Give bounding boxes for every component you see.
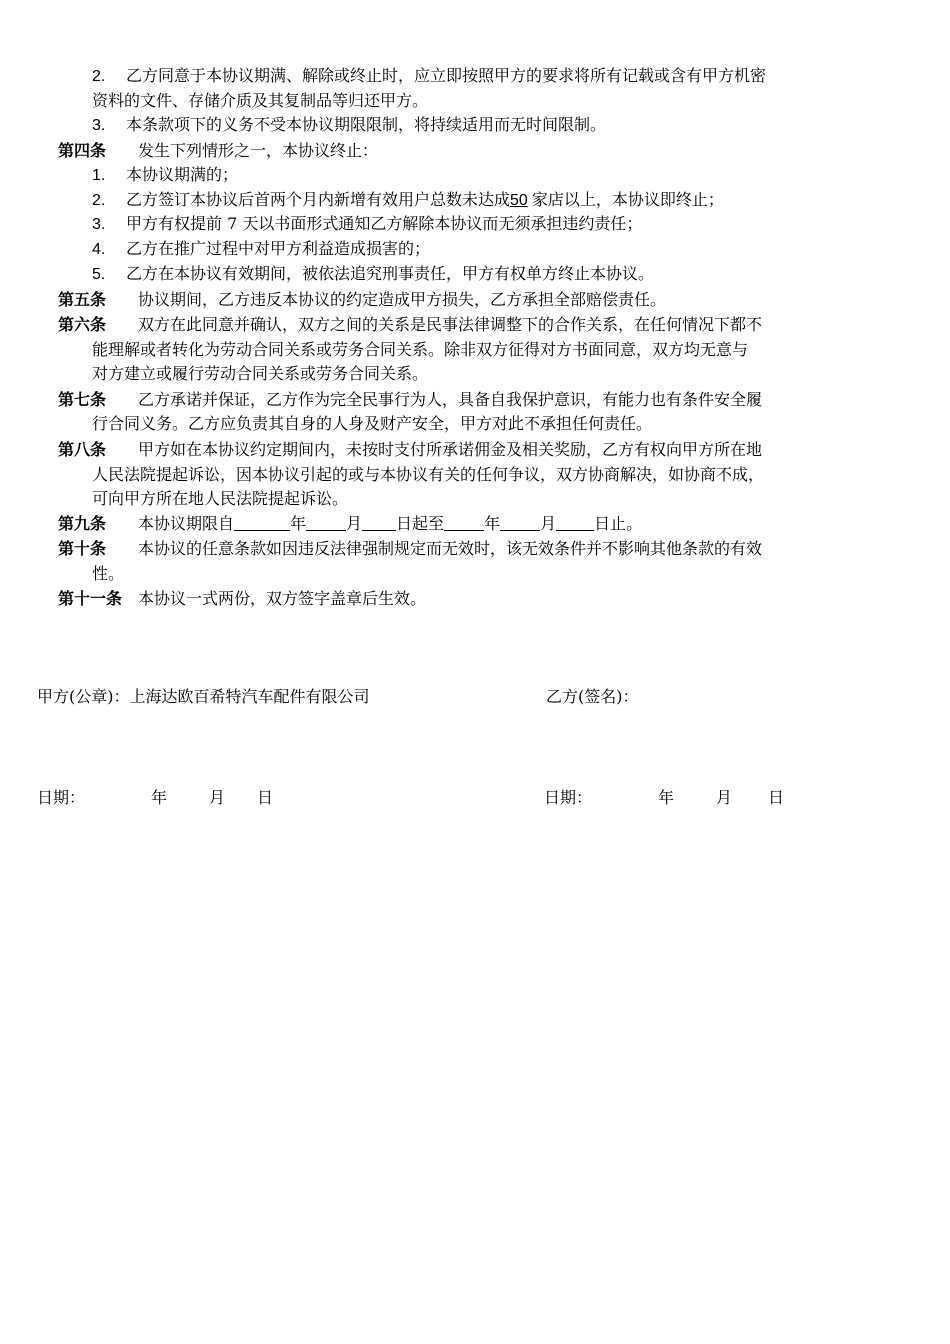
- item-text: 乙方在本协议有效期间，被依法追究刑事责任，甲方有权单方终止本协议。: [126, 264, 655, 283]
- party-a-date: [37, 786, 273, 810]
- item-number: 5.: [92, 266, 106, 283]
- item-number: 4.: [92, 241, 106, 258]
- blank-month-start[interactable]: [306, 514, 346, 531]
- month-label: 月: [346, 514, 363, 533]
- item-text: 本协议期满的；: [126, 165, 239, 184]
- month-label: 月: [540, 514, 557, 533]
- date-label: 日期：: [37, 788, 86, 807]
- date-label: 日期：: [544, 788, 593, 807]
- article-label: 第四条: [58, 141, 107, 160]
- article-label: 第六条: [58, 315, 107, 334]
- item-text: 家店以上，本协议即终止；: [531, 190, 724, 209]
- article4-item2: [92, 188, 724, 213]
- item-number: 3.: [92, 117, 106, 134]
- party-b-signature: 乙方(签名)：: [546, 687, 639, 706]
- article-text: 乙方承诺并保证，乙方作为完全民事行为人，具备自我保护意识，有能力也有条件安全履: [138, 390, 763, 409]
- blank-day-start[interactable]: [362, 514, 396, 531]
- article8-line1: [58, 438, 762, 462]
- article-intro: 发生下列情形之一，本协议终止：: [138, 141, 379, 160]
- article4-item4: [92, 237, 430, 262]
- article11: [58, 587, 426, 611]
- underlined-number: 50: [510, 192, 528, 209]
- article4-item1: [92, 163, 238, 188]
- item-number: 2.: [92, 192, 106, 209]
- blank-month-end[interactable]: [500, 514, 540, 531]
- party-b-date: [544, 786, 784, 810]
- item-text: 乙方在推广过程中对甲方利益造成损害的；: [126, 239, 431, 258]
- article6-line3: 对方建立或履行劳动合同关系或劳务合同关系。: [92, 364, 429, 383]
- item-number: 1.: [92, 167, 106, 184]
- clause3-item3: [92, 113, 606, 138]
- day-label: 日止。: [594, 514, 643, 533]
- article7-line2: 行合同义务。乙方应负责其自身的人身及财产安全，甲方对此不承担任何责任。: [92, 414, 653, 433]
- article6-line2: 能理解或者转化为劳动合同关系或劳务合同关系。除非双方征得对方书面同意，双方均无意与: [92, 340, 749, 359]
- article5: [58, 288, 666, 312]
- article-text: 双方在此同意并确认，双方之间的关系是民事法律调整下的合作关系，在任何情况下都不: [138, 315, 763, 334]
- item-text: 甲方有权提前 7 天以书面形式通知乙方解除本协议而无须承担违约责任；: [126, 214, 643, 233]
- article-text: 本协议期限自: [138, 514, 235, 533]
- article-label: 第十条: [58, 539, 107, 558]
- article8-line2: 人民法院提起诉讼，因本协议引起的或与本协议有关的任何争议，双方协商解决，如协商不成，: [92, 465, 765, 484]
- article4-item5: [92, 262, 654, 287]
- party-a-signature: 甲方(公章)：上海达欧百希特汽车配件有限公司: [37, 687, 370, 706]
- article8-line3: 可向甲方所在地人民法院提起诉讼。: [92, 489, 349, 508]
- day-label: 日起至: [396, 514, 445, 533]
- article7-line1: [58, 388, 762, 412]
- article-text: 本协议的任意条款如因违反法律强制规定而无效时，该无效条件并不影响其他条款的有效: [138, 539, 763, 558]
- clause3-item2-line2: 资料的文件、存储介质及其复制品等归还甲方。: [92, 91, 429, 110]
- blank-year-start[interactable]: [234, 514, 290, 531]
- blank-day-end[interactable]: [556, 514, 594, 531]
- article9: [58, 512, 642, 536]
- article-text: 协议期间，乙方违反本协议的约定造成甲方损失，乙方承担全部赔偿责任。: [138, 290, 667, 309]
- day-label: 日: [768, 788, 785, 807]
- article6-line1: [58, 313, 762, 337]
- article-text: 本协议一式两份，双方签字盖章后生效。: [138, 589, 427, 608]
- blank-year-end[interactable]: [444, 514, 484, 531]
- article-text: 甲方如在本协议约定期间内，未按时支付所承诺佣金及相关奖励，乙方有权向甲方所在地: [138, 440, 763, 459]
- month-label: 月: [716, 788, 733, 807]
- clause3-item2-line1: [92, 64, 766, 89]
- item-text: 乙方同意于本协议期满、解除或终止时，应立即按照甲方的要求将所有记载或含有甲方机密: [126, 66, 767, 85]
- item-text: 乙方签订本协议后首两个月内新增有效用户总数未达成: [126, 190, 511, 209]
- item-number: 2.: [92, 68, 106, 85]
- article4-item3: [92, 212, 642, 237]
- article4-heading: [58, 139, 378, 163]
- article-label: 第八条: [58, 440, 107, 459]
- year-label: 年: [658, 788, 675, 807]
- year-label: 年: [484, 514, 501, 533]
- day-label: 日: [257, 788, 274, 807]
- month-label: 月: [209, 788, 226, 807]
- article-label: 第九条: [58, 514, 107, 533]
- article10-line1: [58, 537, 762, 561]
- item-text: 本条款项下的义务不受本协议期限限制，将持续适用而无时间限制。: [126, 115, 607, 134]
- year-label: 年: [151, 788, 168, 807]
- item-number: 3.: [92, 216, 106, 233]
- article-label: 第十一条: [58, 589, 123, 608]
- year-label: 年: [290, 514, 307, 533]
- article-label: 第五条: [58, 290, 107, 309]
- article-label: 第七条: [58, 390, 107, 409]
- article10-line2: 性。: [92, 564, 125, 583]
